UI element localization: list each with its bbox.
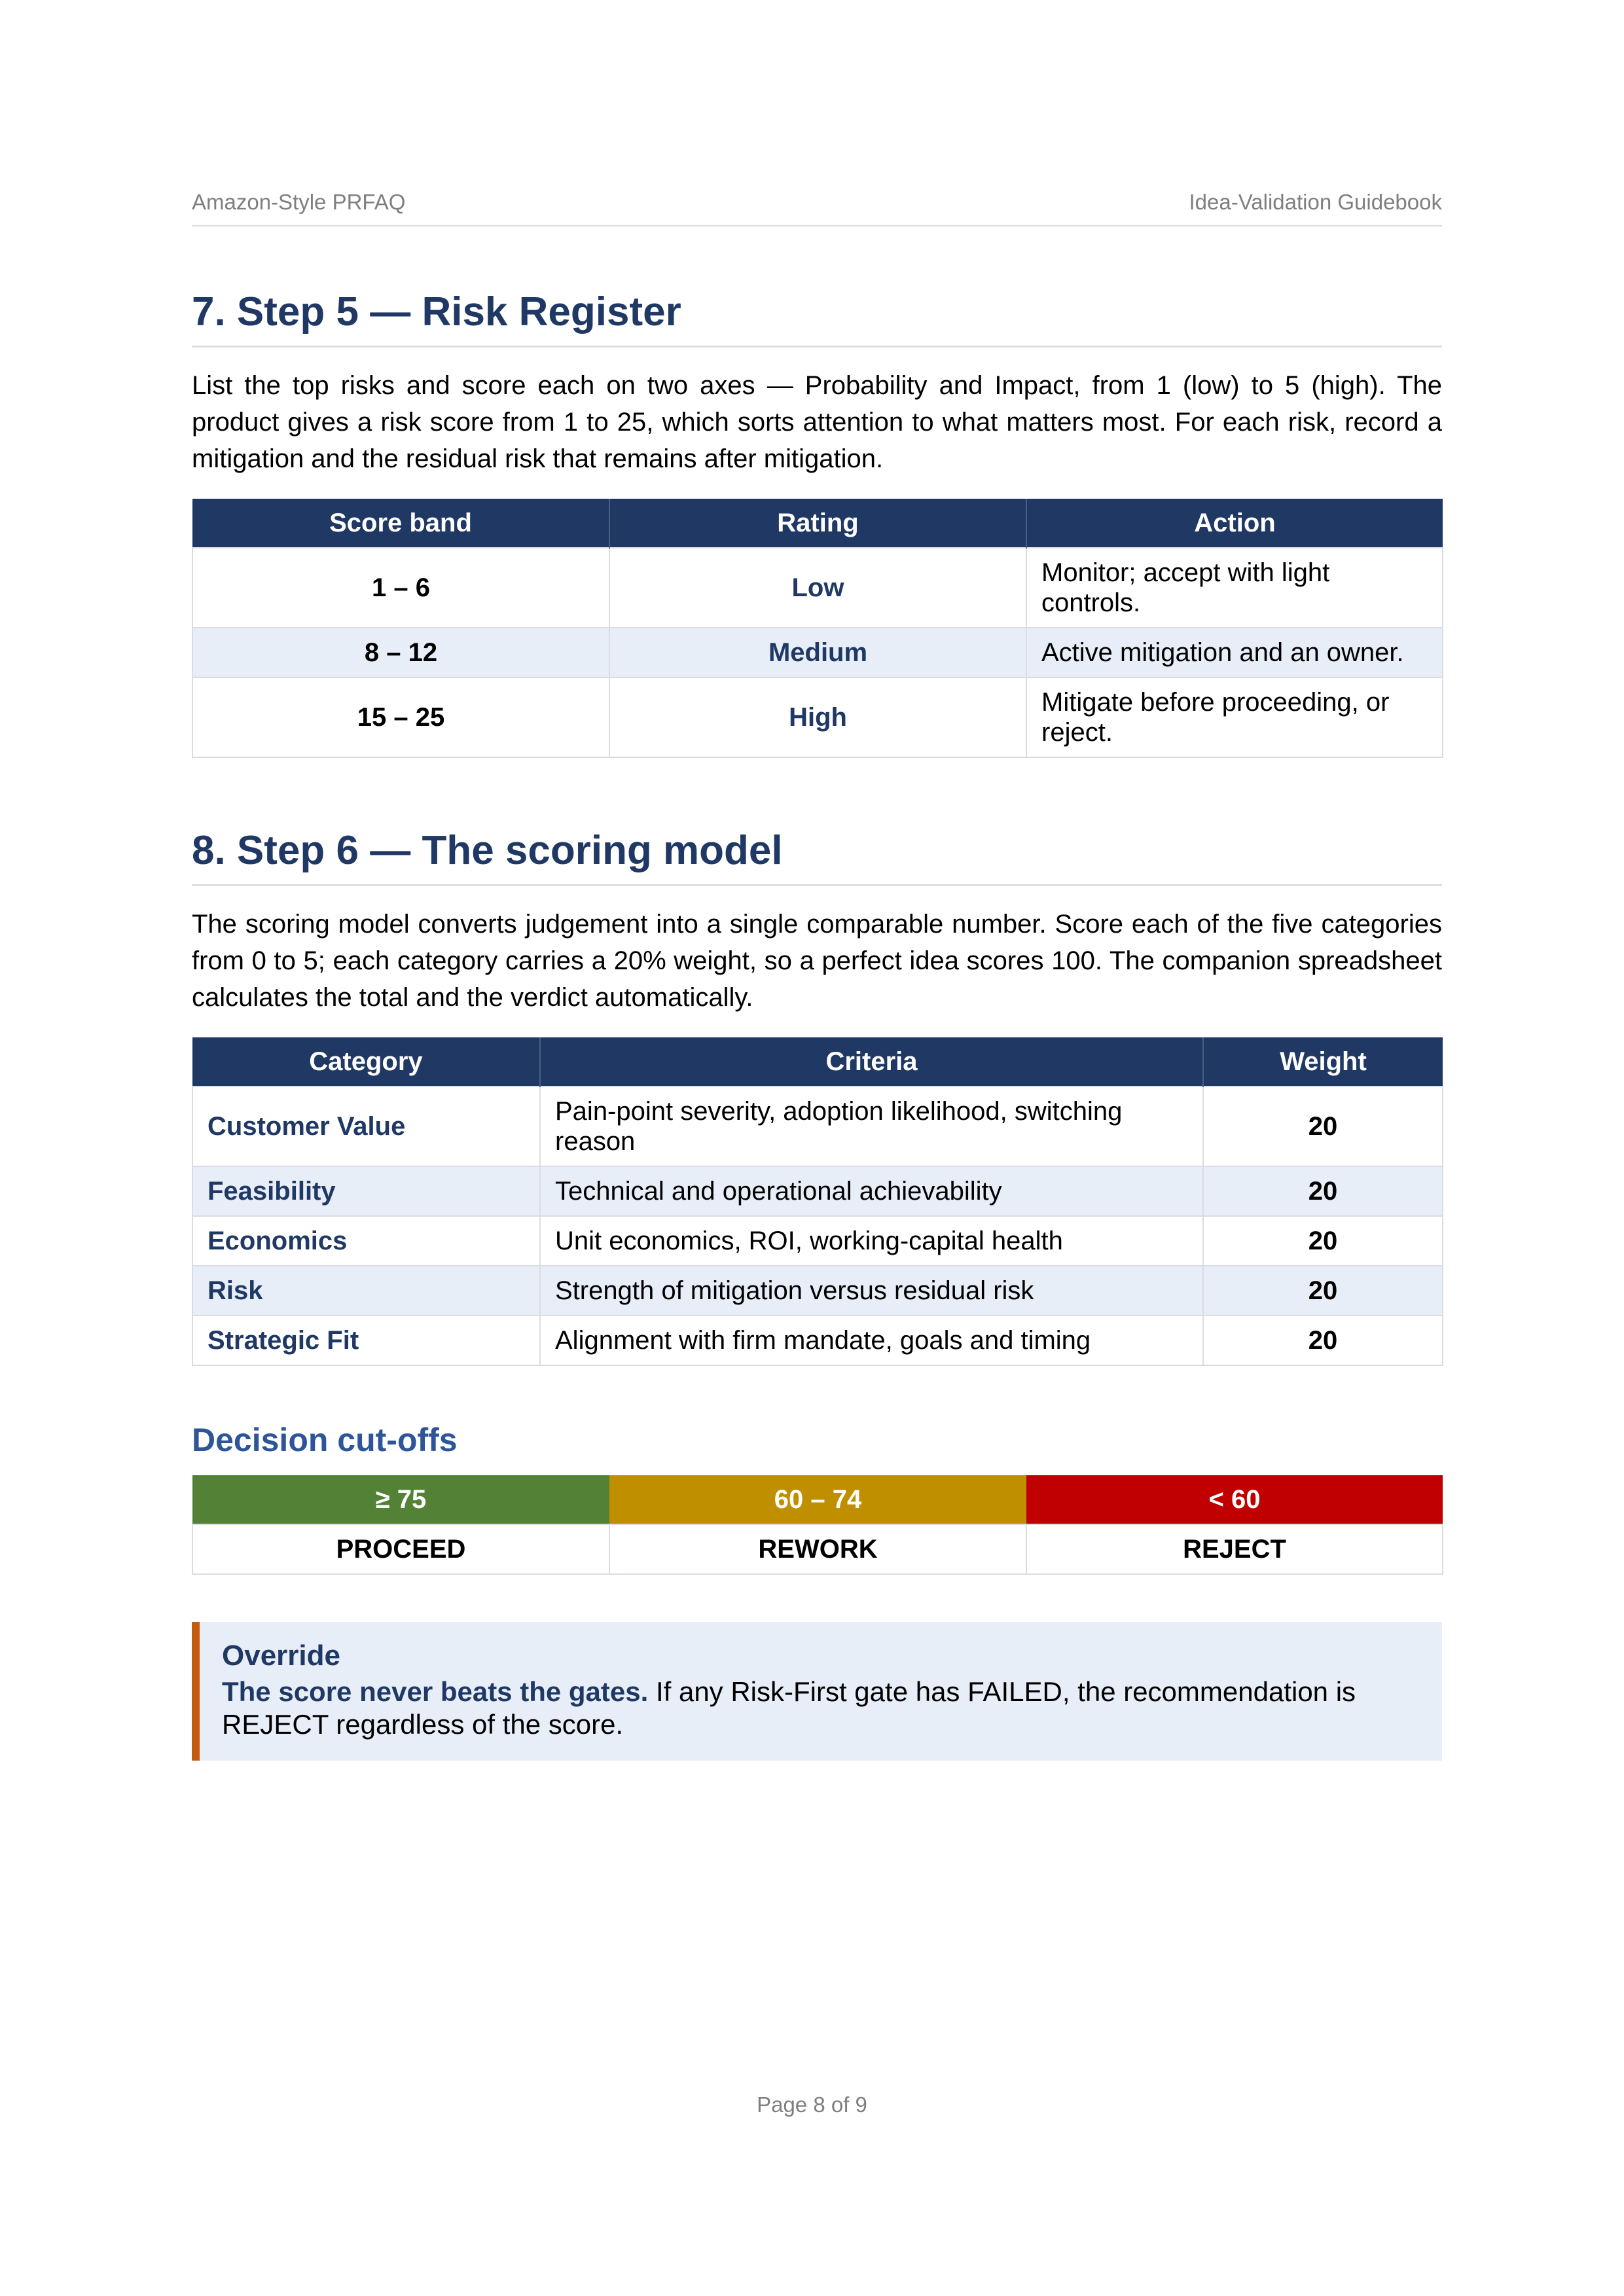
criteria-cell: Pain-point severity, adoption likelihood, switching reason bbox=[540, 1086, 1203, 1166]
section-8-paragraph: The scoring model converts judgement into a single comparable number. Score each of the five categories from 0 to 5; each category carries a 20% weight, so a perfect idea scores 100. The companion spreadsheet calculates the total and the verdict automatically. bbox=[192, 910, 1442, 1012]
score-band-cell: 8 – 12 bbox=[192, 628, 609, 677]
criteria-cell: Technical and operational achievability bbox=[540, 1166, 1203, 1216]
criteria-cell: Alignment with firm mandate, goals and timing bbox=[540, 1316, 1203, 1365]
risk-header-score-band: Score band bbox=[192, 499, 609, 548]
table-row bbox=[192, 1216, 1443, 1266]
category-cell: Economics bbox=[192, 1216, 540, 1266]
proceed-band-cell: ≥ 75 bbox=[192, 1475, 609, 1524]
override-body: If any Risk-First gate has FAILED, the recommendation is REJECT regardless of the score. bbox=[222, 1676, 1356, 1740]
criteria-cell: Unit economics, ROI, working-capital health bbox=[540, 1216, 1203, 1266]
scoring-header-criteria: Criteria bbox=[540, 1037, 1203, 1086]
table-row bbox=[192, 677, 1443, 757]
rating-cell: Medium bbox=[609, 628, 1026, 677]
scoring-model-table bbox=[192, 1037, 1443, 1366]
risk-band-table bbox=[192, 499, 1443, 758]
table-row bbox=[192, 628, 1443, 677]
cutoff-verdict-row bbox=[192, 1524, 1443, 1574]
action-cell: Active mitigation and an owner. bbox=[1026, 628, 1443, 677]
weight-cell: 20 bbox=[1203, 1086, 1443, 1166]
criteria-cell: Strength of mitigation versus residual risk bbox=[540, 1266, 1203, 1316]
override-text bbox=[222, 1676, 1420, 1741]
rating-cell: High bbox=[609, 677, 1026, 757]
risk-table-header-row bbox=[192, 499, 1443, 548]
table-row bbox=[192, 548, 1443, 628]
section-7-heading: 7. Step 5 — Risk Register bbox=[192, 289, 1442, 348]
risk-header-action: Action bbox=[1026, 499, 1443, 548]
proceed-verdict-cell: PROCEED bbox=[192, 1524, 609, 1574]
category-cell: Strategic Fit bbox=[192, 1316, 540, 1365]
table-row bbox=[192, 1266, 1443, 1316]
scoring-header-weight: Weight bbox=[1203, 1037, 1443, 1086]
page-number: Page 8 of 9 bbox=[757, 2092, 867, 2117]
scoring-header-category: Category bbox=[192, 1037, 540, 1086]
score-band-cell: 1 – 6 bbox=[192, 548, 609, 628]
weight-cell: 20 bbox=[1203, 1216, 1443, 1266]
header-right-text: Idea-Validation Guidebook bbox=[1189, 190, 1442, 214]
cutoff-band-row bbox=[192, 1475, 1443, 1524]
rework-band-cell: 60 – 74 bbox=[609, 1475, 1026, 1524]
action-cell: Monitor; accept with light controls. bbox=[1026, 548, 1443, 628]
section-8-heading: 8. Step 6 — The scoring model bbox=[192, 827, 1442, 886]
rating-cell: Low bbox=[609, 548, 1026, 628]
weight-cell: 20 bbox=[1203, 1166, 1443, 1216]
override-title: Override bbox=[222, 1640, 340, 1672]
override-callout bbox=[192, 1622, 1442, 1761]
decision-cutoffs-heading: Decision cut-offs bbox=[192, 1422, 458, 1458]
rework-verdict-cell: REWORK bbox=[609, 1524, 1026, 1574]
running-header bbox=[192, 190, 1442, 226]
decision-cutoffs-table bbox=[192, 1475, 1443, 1575]
score-band-cell: 15 – 25 bbox=[192, 677, 609, 757]
category-cell: Feasibility bbox=[192, 1166, 540, 1216]
category-cell: Customer Value bbox=[192, 1086, 540, 1166]
action-cell: Mitigate before proceeding, or reject. bbox=[1026, 677, 1443, 757]
reject-band-cell: < 60 bbox=[1026, 1475, 1443, 1524]
risk-header-rating: Rating bbox=[609, 499, 1026, 548]
weight-cell: 20 bbox=[1203, 1316, 1443, 1365]
header-left-text: Amazon-Style PRFAQ bbox=[192, 190, 406, 214]
category-cell: Risk bbox=[192, 1266, 540, 1316]
reject-verdict-cell: REJECT bbox=[1026, 1524, 1443, 1574]
table-row bbox=[192, 1086, 1443, 1166]
scoring-table-header-row bbox=[192, 1037, 1443, 1086]
override-lead: The score never beats the gates. bbox=[222, 1676, 649, 1707]
section-7-paragraph: List the top risks and score each on two axes — Probability and Impact, from 1 (low) to 5 (high). The product gives a risk score from 1 to 25, which sorts attention to what matters most. For each risk, record a mitigation and the residual risk that remains after mitigation. bbox=[192, 371, 1442, 473]
table-row bbox=[192, 1316, 1443, 1365]
weight-cell: 20 bbox=[1203, 1266, 1443, 1316]
table-row bbox=[192, 1166, 1443, 1216]
